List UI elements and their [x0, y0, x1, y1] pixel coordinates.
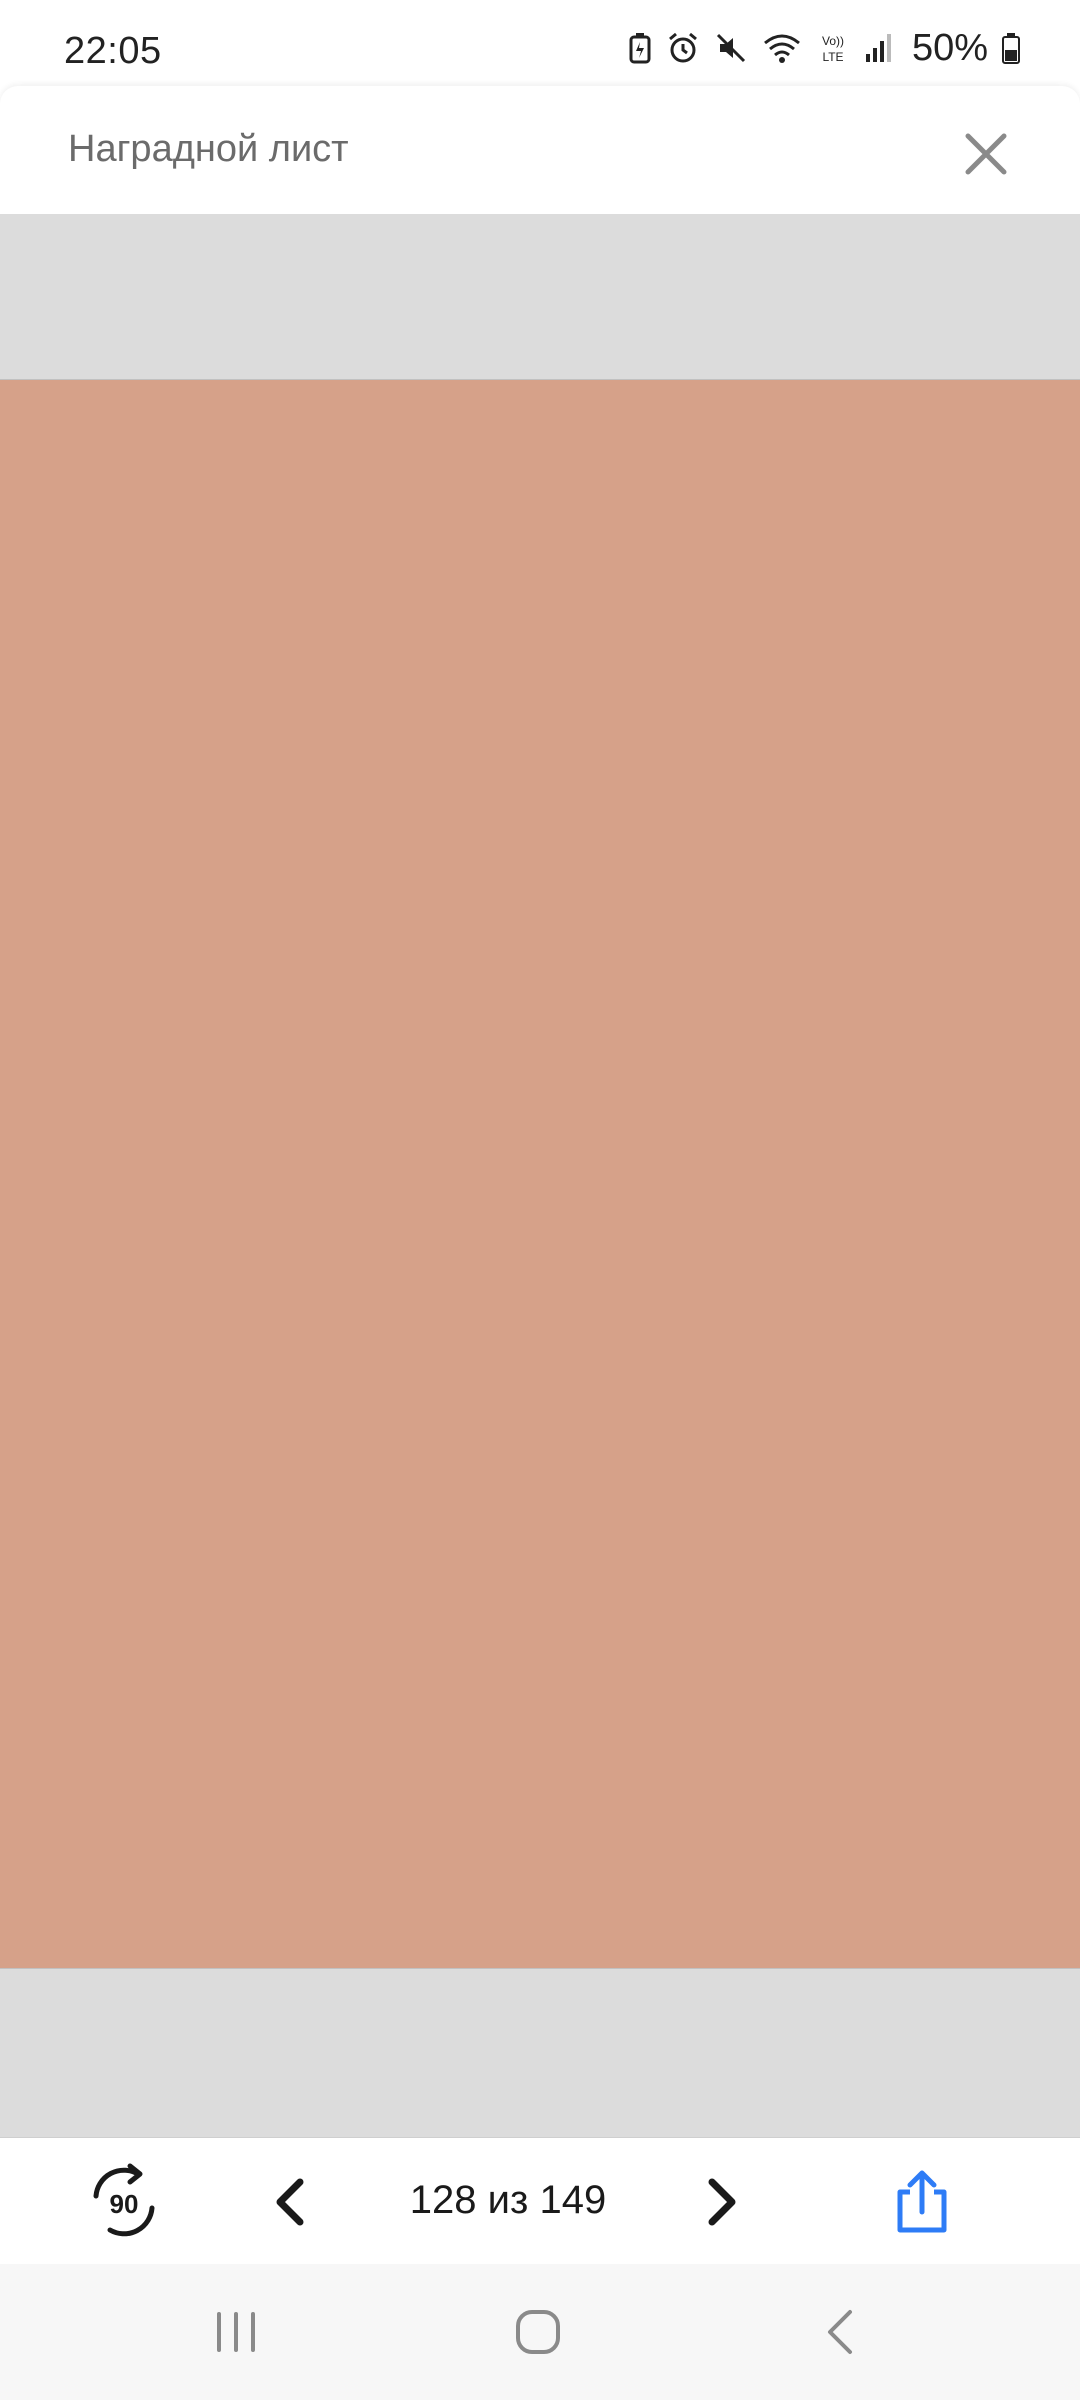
recent-apps-button[interactable]: [186, 2292, 286, 2372]
chevron-right-icon: [704, 2176, 740, 2228]
share-icon: [894, 2170, 950, 2234]
system-nav-bar: [0, 2264, 1080, 2400]
previous-page-button[interactable]: [254, 2166, 326, 2238]
rotate-label: 90: [109, 2189, 139, 2219]
rotate-button[interactable]: [82, 2160, 166, 2244]
bottom-toolbar: [0, 2138, 1080, 2264]
svg-text:Vo)): Vo)): [821, 34, 844, 48]
page-indicator: 128 из 149: [409, 2178, 607, 2222]
signal-icon: [864, 32, 894, 64]
wifi-icon: [762, 31, 802, 65]
battery-percent: 50%: [911, 26, 988, 69]
close-button[interactable]: [946, 114, 1026, 194]
viewer-header: [0, 86, 1080, 214]
share-button[interactable]: [880, 2160, 964, 2244]
back-button[interactable]: [790, 2292, 890, 2372]
svg-text:LTE: LTE: [822, 50, 844, 64]
image-viewer[interactable]: [0, 214, 1080, 2138]
battery-icon: [1002, 32, 1020, 64]
home-button[interactable]: [488, 2292, 588, 2372]
back-icon: [822, 2306, 858, 2358]
status-time: 22:05: [64, 30, 162, 72]
status-icons: [628, 26, 1020, 70]
home-icon: [513, 2307, 563, 2357]
chevron-left-icon: [272, 2176, 308, 2228]
document-image: [0, 380, 1080, 1968]
volte-icon: [816, 31, 850, 65]
close-icon: [964, 132, 1008, 176]
battery-saver-icon: [628, 32, 652, 64]
rotate-90-icon: [82, 2160, 166, 2244]
alarm-icon: [666, 31, 700, 65]
mute-icon: [714, 31, 748, 65]
next-page-button[interactable]: [686, 2166, 758, 2238]
recent-apps-icon: [211, 2310, 261, 2354]
status-bar: [0, 0, 1080, 86]
page-title: Наградной лист: [68, 128, 349, 170]
